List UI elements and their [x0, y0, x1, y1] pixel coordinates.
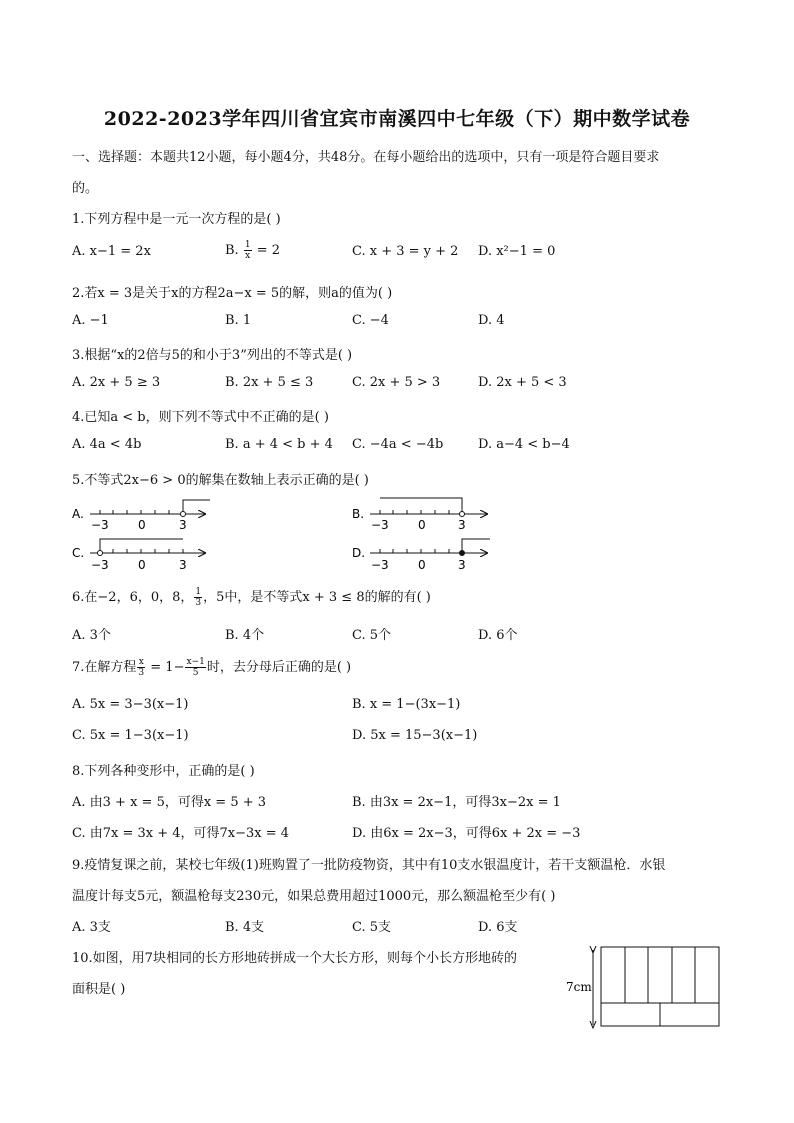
tick-label: 3: [458, 558, 466, 572]
tick-label: 0: [418, 558, 426, 572]
question-1-stem: 1.下列方程中是一元一次方程的是( ): [72, 212, 281, 227]
question-5-stem: 5.不等式2x−6 > 0的解集在数轴上表示正确的是( ): [72, 473, 369, 488]
tick-label: 0: [138, 558, 146, 572]
page-title: 2022-2023学年四川省宜宾市南溪四中七年级（下）期中数学试卷: [103, 108, 691, 130]
question-10-tile-figure: [560, 940, 730, 1035]
question-9-option-a: A. 3支: [72, 920, 111, 935]
question-7-stem: 7.在解方程 $\frac{x}{3}$ = 1− $\frac{x-1}{5}$ 时，去分母后正确的是( ): [72, 657, 352, 678]
tick-label: 3: [458, 518, 466, 532]
question-1-option-b: B. $\frac{1}{x}$ = 2: [225, 240, 280, 261]
question-7-option-c: C. 5x = 1−3(x−1): [72, 728, 189, 743]
question-4-stem: 4.已知a < b，则下列不等式中不正确的是( ): [72, 410, 329, 425]
question-6-option-a: A. 3个: [72, 628, 111, 643]
question-1-option-d: D. x²−1 = 0: [478, 244, 556, 259]
tick-label: 3: [179, 518, 187, 532]
question-5-number-lines: [0, 490, 794, 580]
question-2-option-a: A. −1: [72, 313, 109, 328]
question-4-option-b: B. a + 4 < b + 4: [225, 437, 333, 452]
question-1-option-c: C. x + 3 = y + 2: [352, 244, 459, 259]
question-10-stem: 10.如图，用7块相同的长方形地砖拼成一个大长方形，则每个小长方形地砖的: [72, 951, 517, 966]
question-8-option-b: B. 由3x = 2x−1，可得3x−2x = 1: [352, 795, 561, 810]
number-line-a: [72, 500, 210, 532]
question-2-option-c: C. −4: [352, 313, 389, 328]
question-9-stem-cont: 温度计每支5元，额温枪每支230元，如果总费用超过1000元，那么额温枪至少有( ): [72, 889, 556, 904]
question-9-option-b: B. 4支: [225, 920, 265, 935]
tick-label: −3: [91, 518, 109, 532]
option-b-label: B.: [352, 507, 365, 521]
number-line-b: [352, 498, 487, 532]
option-a-label: A.: [72, 507, 84, 521]
question-4-option-d: D. a−4 < b−4: [478, 437, 570, 452]
question-7-option-d: D. 5x = 15−3(x−1): [352, 728, 478, 743]
question-6-stem: 6.在−2，6，0，8， $\frac{1}{3}$ ，5中，是不等式x + 3 ≤ 8的解的有( ): [72, 587, 431, 608]
dimension-label: 7cm: [566, 980, 592, 994]
question-2-option-d: D. 4: [478, 313, 505, 328]
question-3-stem: 3.根据“x的2倍与5的和小于3”列出的不等式是( ): [72, 348, 353, 363]
question-8-stem: 8.下列各种变形中，正确的是( ): [72, 764, 255, 779]
question-3-option-a: A. 2x + 5 ≥ 3: [72, 375, 161, 390]
option-c-label: C.: [72, 546, 85, 560]
question-7-option-a: A. 5x = 3−3(x−1): [72, 697, 189, 712]
section-heading: 一、选择题：本题共12小题，每小题4分，共48分。在每小题给出的选项中，只有一项是符合题目要求: [72, 150, 660, 165]
tick-label: 0: [418, 518, 426, 532]
option-d-label: D.: [352, 546, 366, 560]
tick-label: −3: [371, 558, 389, 572]
question-9-option-d: D. 6支: [478, 920, 518, 935]
question-7-option-b: B. x = 1−(3x−1): [352, 697, 461, 712]
question-6-option-d: D. 6个: [478, 628, 518, 643]
tick-label: −3: [371, 518, 389, 532]
question-3-option-c: C. 2x + 5 > 3: [352, 375, 441, 390]
section-heading-cont: 的。: [72, 181, 99, 196]
number-line-d: [352, 539, 490, 572]
question-4-option-c: C. −4a < −4b: [352, 437, 444, 452]
question-6-option-c: C. 5个: [352, 628, 392, 643]
question-8-option-c: C. 由7x = 3x + 4，可得7x−3x = 4: [72, 826, 290, 841]
question-8-option-d: D. 由6x = 2x−3，可得6x + 2x = −3: [352, 826, 581, 841]
question-3-option-d: D. 2x + 5 < 3: [478, 375, 567, 390]
number-line-c: [72, 539, 205, 572]
question-9-stem: 9.疫情复课之前，某校七年级(1)班购置了一批防疫物资，其中有10支水银温度计，若干支额温枪．水银: [72, 858, 666, 873]
question-3-option-b: B. 2x + 5 ≤ 3: [225, 375, 314, 390]
question-2-stem: 2.若x = 3是关于x的方程2a−x = 5的解，则a的值为( ): [72, 286, 393, 301]
question-2-option-b: B. 1: [225, 313, 252, 328]
tick-label: 0: [138, 518, 146, 532]
question-6-option-b: B. 4个: [225, 628, 265, 643]
question-10-stem-cont: 面积是( ): [72, 982, 126, 997]
tick-label: −3: [91, 558, 109, 572]
question-9-option-c: C. 5支: [352, 920, 392, 935]
tick-label: 3: [179, 558, 187, 572]
question-1-option-a: A. x−1 = 2x: [72, 244, 151, 259]
question-4-option-a: A. 4a < 4b: [72, 437, 142, 452]
question-8-option-a: A. 由3 + x = 5，可得x = 5 + 3: [72, 795, 267, 810]
